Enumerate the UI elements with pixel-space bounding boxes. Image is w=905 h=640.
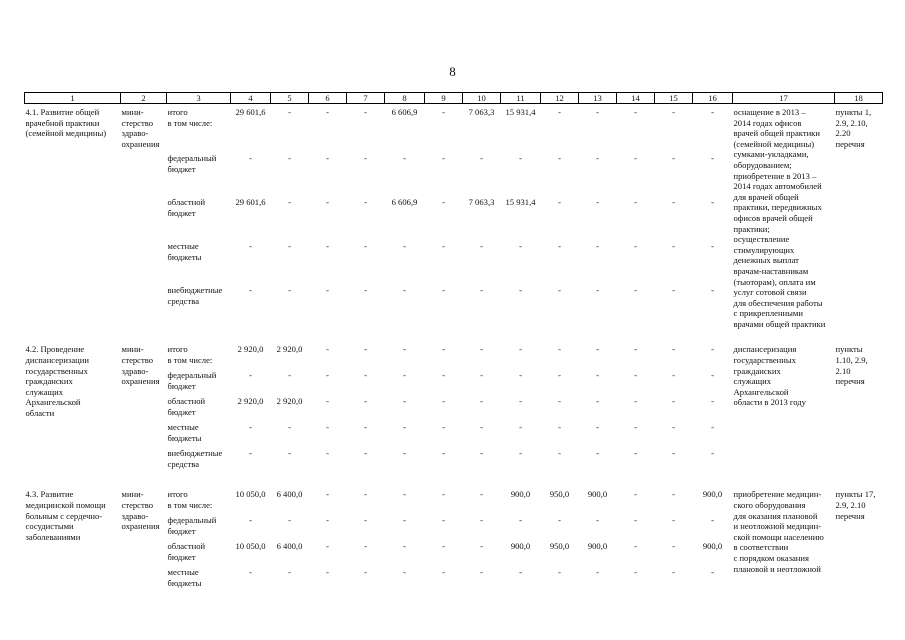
funding-value: -	[288, 197, 291, 208]
funding-value: -	[596, 241, 599, 252]
funding-value: -	[326, 567, 329, 578]
funding-value: -	[326, 422, 329, 433]
funding-value: -	[558, 567, 561, 578]
funding-value: -	[672, 396, 675, 407]
funding-value: -	[403, 515, 406, 526]
funding-value: -	[711, 197, 714, 208]
plan-item-links: пункты 1, 2.9, 2.10, 2.20 перечня	[835, 107, 872, 149]
column-header-2: 2	[121, 93, 167, 104]
funding-value: -	[711, 567, 714, 578]
funding-value: -	[596, 285, 599, 296]
funding-value: -	[403, 285, 406, 296]
funding-value: -	[288, 107, 291, 117]
funding-value: 900,0	[510, 489, 531, 500]
funding-value: -	[403, 241, 406, 252]
funding-value: -	[326, 197, 329, 208]
funding-source-label: итого в том числе:	[167, 107, 213, 128]
funding-value: -	[711, 448, 714, 459]
funding-value: -	[442, 489, 445, 500]
funding-value: -	[634, 515, 637, 526]
funding-value: 29 601,6	[235, 107, 266, 117]
funding-value: -	[442, 448, 445, 459]
funding-source-label: местные бюджеты	[167, 567, 202, 589]
funding-value: -	[249, 422, 252, 433]
column-header-8: 8	[385, 93, 425, 104]
column-header-10: 10	[463, 93, 501, 104]
funding-value: -	[442, 370, 445, 381]
funding-value: -	[326, 153, 329, 164]
funding-value: -	[558, 396, 561, 407]
funding-value: -	[442, 344, 445, 355]
funding-source-label: областной бюджет	[167, 197, 206, 219]
funding-value: -	[634, 197, 637, 208]
column-header-5: 5	[271, 93, 309, 104]
expected-result: оснащение в 2013 – 2014 годах офисов врачей общей практики (семейной медицины) сумками-укладками, оборудованием; приобретение в 2013 – 2014 годах автомобилей для врачей общей практики, передвижных офисов врачей общей практики; осуществление стимулирующих денежных выплат врачам-наставникам (тьюторам), оплата им услуг сотовой связи для обеспечения работы с прикрепленными врачами общей практики	[733, 107, 826, 329]
funding-value: -	[519, 241, 522, 252]
funding-value: -	[480, 396, 483, 407]
column-header-15: 15	[655, 93, 693, 104]
funding-value: -	[288, 448, 291, 459]
funding-value: -	[442, 515, 445, 526]
funding-value: -	[596, 567, 599, 578]
funding-source-label: федеральный бюджет	[167, 153, 217, 175]
section-gap	[25, 329, 883, 341]
funding-value: -	[634, 422, 637, 433]
funding-value: -	[519, 370, 522, 381]
funding-value: -	[672, 422, 675, 433]
funding-value: -	[711, 285, 714, 296]
funding-value: -	[558, 515, 561, 526]
funding-value: -	[558, 344, 561, 355]
section-gap-cell	[25, 474, 883, 486]
funding-value: -	[364, 541, 367, 552]
column-header-4: 4	[231, 93, 271, 104]
column-header-1: 1	[25, 93, 121, 104]
funding-value: 2 920,0	[276, 396, 303, 407]
funding-source-label: федеральный бюджет	[167, 370, 217, 392]
funding-value: -	[364, 422, 367, 433]
funding-value: -	[403, 344, 406, 355]
funding-value: -	[403, 489, 406, 500]
funding-value: 2 920,0	[276, 344, 303, 355]
funding-value: -	[558, 422, 561, 433]
funding-value: -	[596, 515, 599, 526]
funding-value: -	[480, 241, 483, 252]
funding-value: -	[596, 370, 599, 381]
funding-value: -	[672, 241, 675, 252]
funding-value: -	[634, 107, 637, 117]
funding-source-label: итого в том числе:	[167, 489, 213, 511]
funding-value: -	[480, 448, 483, 459]
funding-value: 950,0	[549, 541, 570, 552]
funding-value: -	[442, 396, 445, 407]
program-table	[24, 92, 883, 593]
column-header-17: 17	[733, 93, 835, 104]
funding-value: 6 606,9	[391, 107, 418, 117]
funding-value: -	[288, 153, 291, 164]
funding-value: -	[711, 422, 714, 433]
funding-value: -	[364, 515, 367, 526]
column-header-12: 12	[541, 93, 579, 104]
funding-value: 6 400,0	[276, 541, 303, 552]
funding-value: -	[326, 489, 329, 500]
funding-value: -	[288, 241, 291, 252]
column-number-header	[25, 93, 883, 104]
funding-value: -	[442, 153, 445, 164]
funding-value: 15 931,4	[505, 107, 536, 117]
funding-value: -	[442, 285, 445, 296]
column-header-9: 9	[425, 93, 463, 104]
funding-value: -	[711, 241, 714, 252]
funding-source-label: областной бюджет	[167, 396, 206, 418]
funding-value: -	[596, 448, 599, 459]
funding-value: -	[326, 515, 329, 526]
funding-value: -	[403, 396, 406, 407]
funding-value: -	[519, 285, 522, 296]
funding-value: -	[596, 396, 599, 407]
funding-value: -	[364, 344, 367, 355]
funding-value: 6 606,9	[391, 197, 418, 208]
funding-value: -	[403, 567, 406, 578]
column-header-13: 13	[579, 93, 617, 104]
funding-value: -	[364, 285, 367, 296]
funding-value: -	[634, 448, 637, 459]
funding-value: -	[364, 153, 367, 164]
funding-value: -	[634, 489, 637, 500]
funding-value: -	[364, 197, 367, 208]
funding-value: -	[288, 422, 291, 433]
funding-value: -	[364, 241, 367, 252]
funding-source-label: местные бюджеты	[167, 422, 202, 444]
funding-value: -	[326, 541, 329, 552]
funding-value: -	[480, 567, 483, 578]
funding-source-label: итого в том числе:	[167, 344, 213, 366]
funding-value: -	[480, 489, 483, 500]
funding-value: -	[711, 370, 714, 381]
column-header-18: 18	[835, 93, 883, 104]
funding-value: -	[480, 515, 483, 526]
funding-value: 950,0	[549, 489, 570, 500]
funding-value: -	[288, 285, 291, 296]
funding-value: -	[403, 541, 406, 552]
measure-name: 4.3. Развитие медицинской помощи больным с сердечно- сосудистыми заболеваниями	[25, 489, 106, 542]
column-header-11: 11	[501, 93, 541, 104]
funding-value: -	[249, 515, 252, 526]
funding-value: -	[364, 107, 367, 117]
funding-value: -	[558, 197, 561, 208]
funding-value: 10 050,0	[235, 489, 266, 500]
funding-value: 10 050,0	[235, 541, 266, 552]
funding-value: -	[403, 448, 406, 459]
column-header-3: 3	[167, 93, 231, 104]
funding-source-label: федеральный бюджет	[167, 515, 217, 537]
funding-value: -	[288, 515, 291, 526]
table-row	[25, 486, 883, 515]
funding-value: -	[519, 515, 522, 526]
funding-value: -	[326, 285, 329, 296]
funding-value: -	[249, 153, 252, 164]
funding-value: 900,0	[587, 489, 608, 500]
funding-value: -	[442, 422, 445, 433]
column-header-14: 14	[617, 93, 655, 104]
section-gap-cell	[25, 329, 883, 341]
funding-value: -	[672, 107, 675, 117]
funding-value: -	[596, 153, 599, 164]
funding-value: -	[480, 422, 483, 433]
funding-value: -	[672, 515, 675, 526]
expected-result: диспансеризация государственных гражданских служащих Архангельской области в 2013 году	[733, 344, 806, 408]
funding-value: -	[480, 344, 483, 355]
funding-value: -	[558, 107, 561, 117]
table-row	[25, 341, 883, 370]
funding-value: -	[519, 153, 522, 164]
funding-value: 2 920,0	[237, 344, 264, 355]
funding-value: -	[442, 197, 445, 208]
funding-value: -	[519, 396, 522, 407]
funding-value: -	[634, 541, 637, 552]
executor: мини- стерство здраво- охранения	[121, 107, 160, 149]
column-header-7: 7	[347, 93, 385, 104]
funding-value: 2 920,0	[237, 396, 264, 407]
funding-value: -	[558, 241, 561, 252]
funding-value: -	[249, 285, 252, 296]
funding-value: 7 063,3	[468, 197, 495, 208]
page-number: 8	[449, 64, 456, 79]
column-header-16: 16	[693, 93, 733, 104]
funding-value: -	[403, 422, 406, 433]
funding-value: -	[326, 241, 329, 252]
measure-name: 4.2. Проведение диспансеризации государственных гражданских служащих Архангельской области	[25, 344, 89, 419]
funding-value: -	[249, 370, 252, 381]
funding-value: -	[558, 448, 561, 459]
funding-value: -	[672, 370, 675, 381]
funding-value: -	[288, 370, 291, 381]
funding-value: -	[403, 370, 406, 381]
funding-source-label: местные бюджеты	[167, 241, 202, 263]
funding-value: -	[672, 541, 675, 552]
executor: мини- стерство здраво- охранения	[121, 489, 160, 532]
funding-value: -	[634, 396, 637, 407]
funding-value: 900,0	[702, 489, 723, 500]
funding-value: -	[634, 153, 637, 164]
funding-value: 6 400,0	[276, 489, 303, 500]
funding-value: -	[711, 396, 714, 407]
funding-value: -	[480, 370, 483, 381]
funding-value: -	[326, 396, 329, 407]
funding-value: -	[249, 241, 252, 252]
column-header-6: 6	[309, 93, 347, 104]
funding-value: -	[672, 489, 675, 500]
funding-value: -	[672, 567, 675, 578]
section-gap	[25, 474, 883, 486]
funding-value: -	[364, 489, 367, 500]
funding-value: -	[519, 448, 522, 459]
funding-source-label: внебюджетные средства	[167, 285, 223, 307]
funding-value: 15 931,4	[505, 197, 536, 208]
funding-value: -	[634, 370, 637, 381]
funding-value: -	[442, 567, 445, 578]
table-row	[25, 104, 883, 154]
funding-value: -	[364, 396, 367, 407]
funding-value: -	[442, 241, 445, 252]
funding-value: -	[364, 567, 367, 578]
funding-value: -	[558, 285, 561, 296]
funding-value: -	[249, 567, 252, 578]
funding-value: -	[249, 448, 252, 459]
funding-value: -	[596, 422, 599, 433]
funding-value: -	[634, 285, 637, 296]
funding-value: -	[711, 515, 714, 526]
funding-value: 7 063,3	[468, 107, 495, 117]
funding-source-label: внебюджетные средства	[167, 448, 223, 470]
funding-value: -	[442, 541, 445, 552]
funding-value: -	[558, 370, 561, 381]
funding-value: -	[711, 153, 714, 164]
funding-value: -	[634, 567, 637, 578]
funding-value: 29 601,6	[235, 197, 266, 208]
funding-value: -	[634, 344, 637, 355]
funding-value: -	[596, 197, 599, 208]
funding-value: -	[672, 344, 675, 355]
funding-value: -	[672, 285, 675, 296]
funding-value: -	[596, 107, 599, 117]
funding-value: -	[480, 285, 483, 296]
funding-value: -	[519, 422, 522, 433]
funding-value: -	[672, 197, 675, 208]
funding-value: -	[326, 370, 329, 381]
funding-value: -	[634, 241, 637, 252]
funding-value: 900,0	[587, 541, 608, 552]
funding-value: -	[519, 344, 522, 355]
funding-value: -	[558, 153, 561, 164]
funding-value: -	[596, 344, 599, 355]
funding-value: -	[711, 107, 714, 117]
funding-value: -	[672, 153, 675, 164]
funding-source-label: областной бюджет	[167, 541, 206, 563]
funding-value: 900,0	[702, 541, 723, 552]
funding-value: -	[403, 153, 406, 164]
funding-value: -	[519, 567, 522, 578]
funding-value: -	[326, 107, 329, 117]
funding-value: -	[326, 344, 329, 355]
funding-value: -	[480, 153, 483, 164]
plan-item-links: пункты 1.10, 2.9, 2.10 перечня	[835, 344, 868, 387]
funding-value: -	[326, 448, 329, 459]
funding-value: 900,0	[510, 541, 531, 552]
measure-name: 4.1. Развитие общей врачебной практики (семейной медицины)	[25, 107, 107, 139]
funding-value: -	[480, 541, 483, 552]
funding-value: -	[442, 107, 445, 117]
funding-value: -	[711, 344, 714, 355]
expected-result: приобретение медицин- ского оборудования для оказания плановой и неотложной медицин- ской помощи населению в соответствии с порядком оказания плановой и неотложной	[733, 489, 824, 574]
plan-item-links: пункты 17, 2.9, 2.10 перечня	[835, 489, 876, 521]
funding-value: -	[288, 567, 291, 578]
funding-value: -	[672, 448, 675, 459]
funding-value: -	[364, 448, 367, 459]
executor: мини- стерство здраво- охранения	[121, 344, 160, 387]
funding-value: -	[364, 370, 367, 381]
